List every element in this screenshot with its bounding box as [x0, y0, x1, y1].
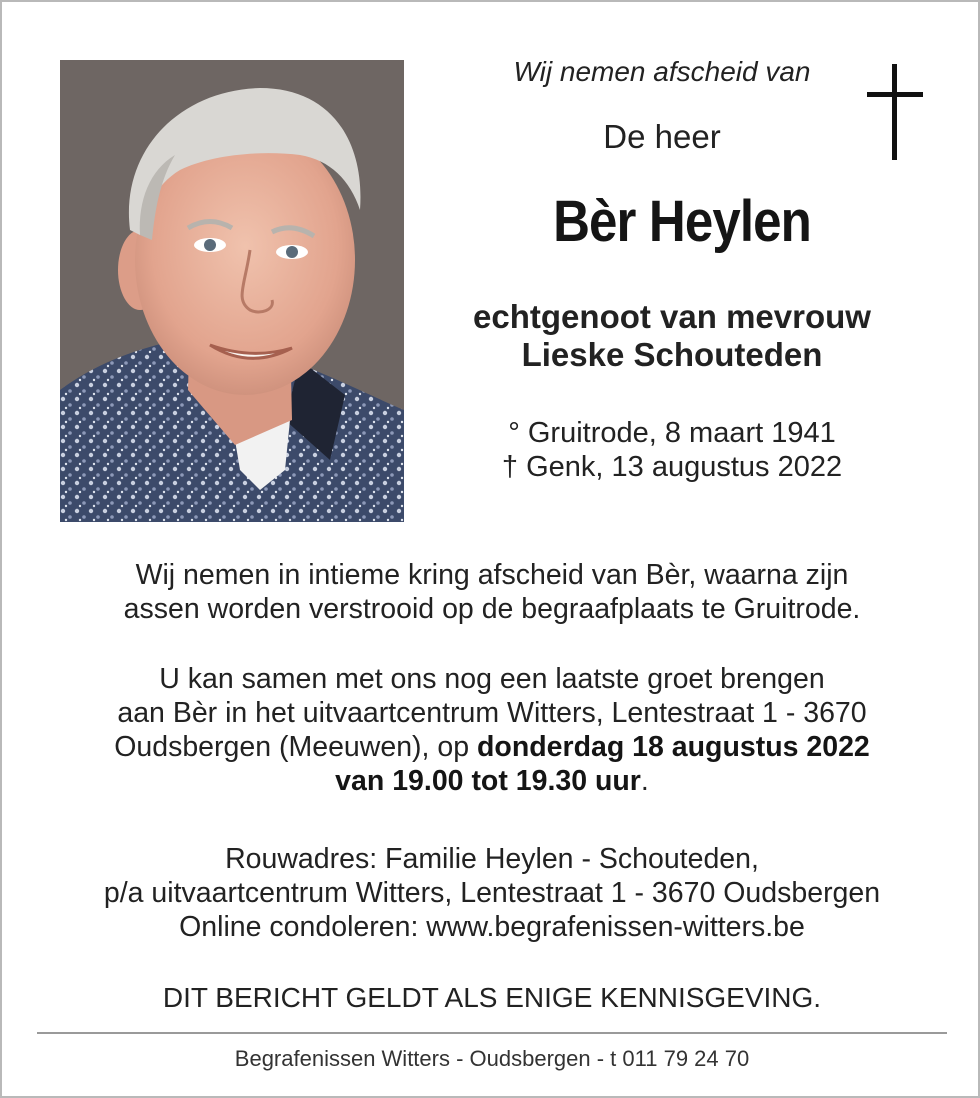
farewell-line-1: Wij nemen in intieme kring afscheid van Bèr, waarna zijn: [135, 559, 849, 591]
visitation-time: van 19.00 tot 19.30 uur: [335, 765, 641, 797]
online-condolences: Online condoleren: www.begrafenissen-witters.be: [179, 911, 805, 943]
mourning-address: Rouwadres: Familie Heylen - Schouteden,: [225, 843, 759, 875]
divider: [37, 1032, 947, 1034]
death-date: † Genk, 13 augustus 2022: [501, 451, 843, 483]
portrait-photo: [60, 60, 404, 522]
portrait-illustration: [60, 60, 404, 522]
care-of-address: p/a uitvaartcentrum Witters, Lentestraat 1 - 3670 Oudsbergen: [103, 877, 881, 909]
address-paragraph: [32, 842, 952, 944]
notice-text: DIT BERICHT GELDT ALS ENIGE KENNISGEVING.: [162, 982, 822, 1013]
farewell-line-2: assen worden verstrooid op de begraafplaats te Gruitrode.: [123, 593, 861, 625]
birth-date: ° Gruitrode, 8 maart 1941: [508, 417, 836, 449]
spouse-name: Lieske Schouteden: [521, 336, 823, 373]
visitation-date: donderdag 18 augustus 2022: [477, 731, 870, 763]
visitation-line-1: U kan samen met ons nog een laatste groet brengen: [159, 663, 825, 695]
visitation-line-4: [32, 764, 952, 798]
deceased-name: Bèr Heylen: [553, 189, 811, 254]
spouse-line-1: echtgenoot van mevrouw: [473, 298, 871, 335]
intro-text: Wij nemen afscheid van: [513, 56, 811, 87]
visitation-paragraph: [32, 662, 952, 798]
dates-block: [402, 416, 942, 484]
visitation-location: Oudsbergen (Meeuwen), op: [114, 731, 477, 763]
farewell-paragraph: [32, 558, 952, 626]
honorific: De heer: [603, 118, 721, 155]
visitation-line-3: [32, 730, 952, 764]
spouse-block: [402, 298, 942, 374]
visitation-period: .: [640, 765, 649, 797]
visitation-line-2: aan Bèr in het uitvaartcentrum Witters, Lentestraat 1 - 3670: [117, 697, 867, 729]
cross-icon: [867, 64, 923, 160]
footer-text: Begrafenissen Witters - Oudsbergen - t 011 79 24 70: [234, 1046, 750, 1071]
